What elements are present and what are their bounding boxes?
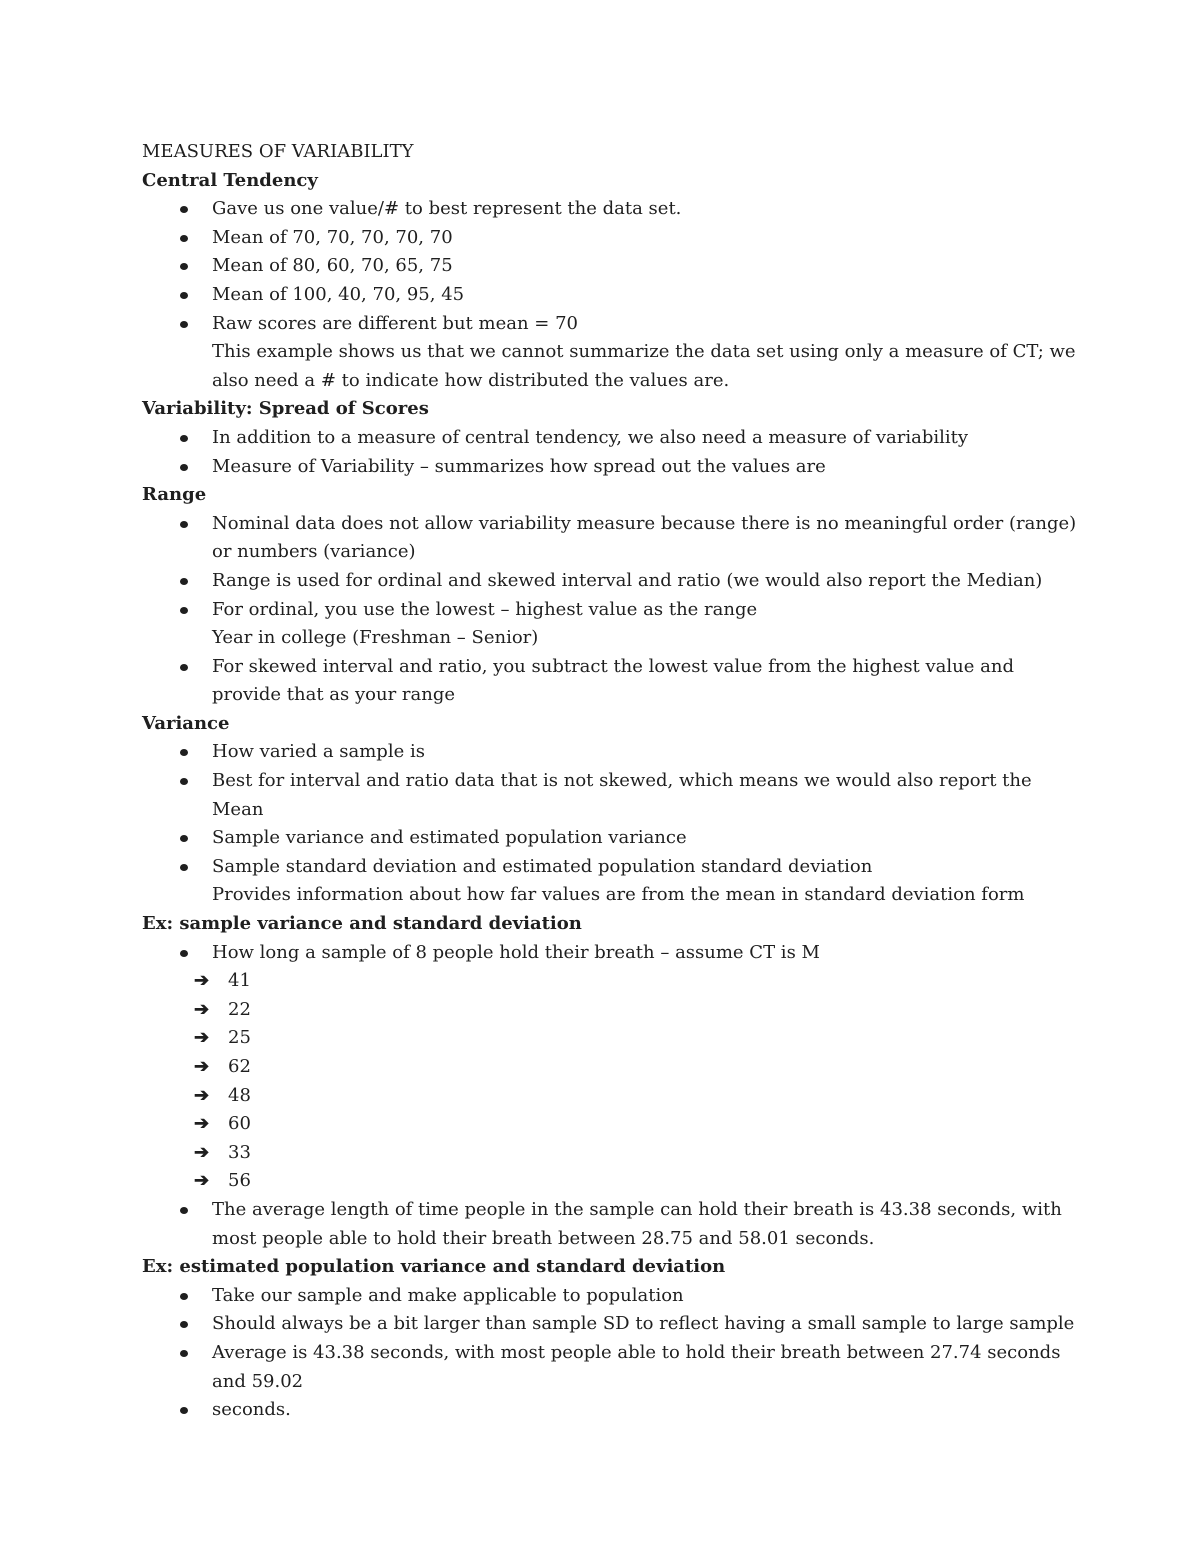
value-item: ➔ 60 (142, 1110, 1082, 1139)
list-item: Should always be a bit larger than sample SD to reflect having a small sample to large sample (142, 1310, 1082, 1339)
bullet-icon (180, 607, 188, 614)
list-item: Gave us one value/# to best represent the data set. (142, 195, 1082, 224)
list-item: Range is used for ordinal and skewed interval and ratio (we would also report the Median) (142, 567, 1082, 596)
bullet-icon (180, 1407, 188, 1414)
list-item: Average is 43.38 seconds, with most people able to hold their breath between 27.74 seconds and 59.02 (142, 1339, 1082, 1396)
list-item: Take our sample and make applicable to population (142, 1282, 1082, 1311)
list-item: Measure of Variability – summarizes how spread out the values are (142, 453, 1082, 482)
list-item: Raw scores are different but mean = 70 (142, 310, 1082, 339)
document-title: MEASURES OF VARIABILITY (142, 141, 414, 162)
bullet-icon (180, 206, 188, 213)
central-tendency-list (142, 195, 1082, 338)
arrow-right-icon: ➔ (194, 1084, 210, 1106)
heading-central-tendency: Central Tendency (142, 169, 318, 191)
list-item: Mean of 80, 60, 70, 65, 75 (142, 252, 1082, 281)
value-item: ➔ 62 (142, 1053, 1082, 1082)
value-item: ➔ 41 (142, 967, 1082, 996)
value-item: ➔ 25 (142, 1024, 1082, 1053)
bullet-icon (180, 435, 188, 442)
arrow-right-icon: ➔ (194, 1113, 210, 1135)
range-list-continued (142, 653, 1082, 710)
bullet-icon (180, 950, 188, 957)
value-item: ➔ 48 (142, 1082, 1082, 1111)
document-page (142, 138, 1082, 1425)
ex-sample-list (142, 939, 1082, 968)
arrow-right-icon: ➔ (194, 1056, 210, 1077)
bullet-icon (180, 1350, 188, 1357)
central-tendency-note: This example shows us that we cannot summarize the data set using only a measure of CT; we also need a # to indicate how distributed the values are. (212, 341, 1076, 391)
arrow-right-icon: ➔ (194, 1141, 210, 1163)
list-item: Mean of 70, 70, 70, 70, 70 (142, 224, 1082, 253)
list-item: How varied a sample is (142, 738, 1082, 767)
ex-sample-list-continued (142, 1196, 1082, 1253)
bullet-icon (180, 521, 188, 528)
bullet-icon (180, 1293, 188, 1300)
bullet-icon (180, 864, 188, 871)
heading-ex-population: Ex: estimated population variance and standard deviation (142, 1256, 726, 1278)
list-item: For ordinal, you use the lowest – highest value as the range (142, 596, 1082, 625)
bullet-icon (180, 778, 188, 785)
list-item: Best for interval and ratio data that is not skewed, which means we would also report the Mean (142, 767, 1082, 824)
arrow-right-icon: ➔ (194, 1027, 210, 1049)
list-item: seconds. (142, 1396, 1082, 1425)
list-item: In addition to a measure of central tendency, we also need a measure of variability (142, 424, 1082, 453)
heading-variance: Variance (142, 712, 230, 734)
ex-population-list (142, 1282, 1082, 1425)
heading-ex-sample: Ex: sample variance and standard deviation (142, 913, 582, 935)
list-item: How long a sample of 8 people hold their breath – assume CT is M (142, 939, 1082, 968)
bullet-icon (180, 749, 188, 756)
bullet-icon (180, 292, 188, 299)
range-note: Year in college (Freshman – Senior) (212, 627, 539, 649)
bullet-icon (180, 1207, 188, 1214)
variance-note: Provides information about how far values are from the mean in standard deviation form (212, 884, 1025, 906)
breath-values-list (142, 967, 1082, 1196)
bullet-icon (180, 664, 188, 671)
bullet-icon (180, 263, 188, 270)
arrow-right-icon: ➔ (194, 970, 210, 992)
list-item: Sample standard deviation and estimated population standard deviation (142, 853, 1082, 882)
bullet-icon (180, 464, 188, 471)
arrow-right-icon: ➔ (194, 998, 210, 1020)
list-item: Sample variance and estimated population variance (142, 824, 1082, 853)
list-item: Mean of 100, 40, 70, 95, 45 (142, 281, 1082, 310)
bullet-icon (180, 578, 188, 585)
value-item: ➔ 22 (142, 996, 1082, 1025)
variability-list (142, 424, 1082, 481)
heading-range: Range (142, 484, 207, 506)
bullet-icon (180, 835, 188, 842)
list-item: For skewed interval and ratio, you subtract the lowest value from the highest value and provide that as your range (142, 653, 1082, 710)
value-item: ➔ 33 (142, 1139, 1082, 1168)
arrow-right-icon: ➔ (194, 1170, 210, 1192)
variance-list (142, 738, 1082, 881)
bullet-icon (180, 235, 188, 242)
heading-variability: Variability: Spread of Scores (142, 398, 429, 420)
bullet-icon (180, 1321, 188, 1328)
value-item: ➔ 56 (142, 1167, 1082, 1196)
list-item: The average length of time people in the sample can hold their breath is 43.38 seconds, with most people able to hold their breath between 28.75 and 58.01 seconds. (142, 1196, 1082, 1253)
range-list (142, 510, 1082, 624)
bullet-icon (180, 321, 188, 328)
list-item: Nominal data does not allow variability measure because there is no meaningful order (range) or numbers (variance) (142, 510, 1082, 567)
